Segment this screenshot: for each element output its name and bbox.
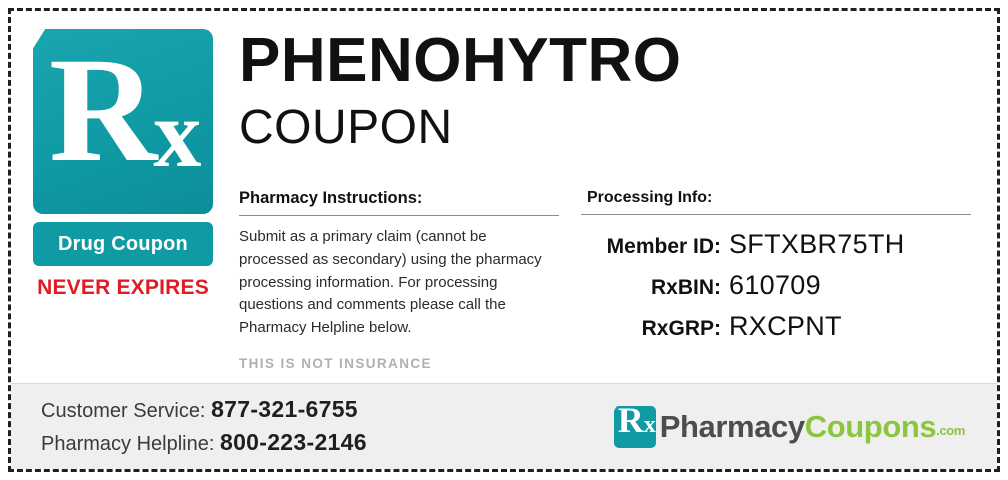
rxbin-label: RxBIN:: [650, 276, 721, 299]
coupon-card: [8, 8, 1000, 472]
pharmacy-instructions-heading: Pharmacy Instructions:: [239, 189, 559, 216]
diagonal-slash-icon: [33, 29, 50, 214]
coupon-logo-block: [33, 29, 213, 339]
pharmacy-helpline-number[interactable]: 800-223-2146: [219, 429, 367, 455]
rx-logo-tile: [33, 29, 213, 214]
rxgrp-label: RxGRP:: [641, 317, 721, 340]
processing-row-member-id: [581, 229, 971, 260]
drug-coupon-badge: Drug Coupon: [33, 222, 213, 266]
pharmacy-instructions-section: [239, 189, 559, 371]
rx-prescription-icon: Rx: [49, 29, 198, 193]
coupon-main-area: [11, 11, 997, 386]
page-subtitle: COUPON: [239, 101, 453, 154]
rxbin-value: 610709: [729, 270, 821, 300]
processing-row-rxgrp: [581, 311, 971, 342]
rxgrp-value: RXCPNT: [729, 311, 842, 341]
page-title: PHENOHYTRO: [239, 26, 682, 95]
pharmacy-instructions-text: Submit as a primary claim (cannot be processed as secondary) using the pharmacy processing information. For processing questions and comments please call the Pharmacy Helpline below.: [239, 228, 542, 337]
coupon-footer: [11, 383, 997, 469]
brand-text-part2: Coupons: [804, 409, 937, 444]
brand-logo[interactable]: [614, 406, 965, 448]
never-expires-label: NEVER EXPIRES: [37, 276, 209, 299]
pharmacy-helpline-label: Pharmacy Helpline:: [41, 433, 215, 455]
pharmacy-helpline-line: [41, 429, 367, 456]
brand-rx-icon: Rx: [614, 406, 656, 448]
footer-contact-block: [41, 396, 367, 462]
brand-wordmark: [660, 409, 965, 445]
member-id-value: SFTXBR75TH: [729, 229, 905, 259]
customer-service-line: [41, 396, 367, 423]
customer-service-number[interactable]: 877-321-6755: [211, 396, 358, 422]
processing-info-heading: Processing Info:: [581, 189, 971, 215]
processing-row-rxbin: [581, 270, 971, 301]
member-id-label: Member ID:: [606, 235, 721, 258]
not-insurance-disclaimer: THIS IS NOT INSURANCE: [239, 355, 432, 371]
brand-text-part3: .com: [936, 423, 965, 438]
brand-text-part1: Pharmacy: [659, 409, 805, 444]
processing-info-section: [581, 189, 971, 352]
customer-service-label: Customer Service:: [41, 400, 206, 422]
